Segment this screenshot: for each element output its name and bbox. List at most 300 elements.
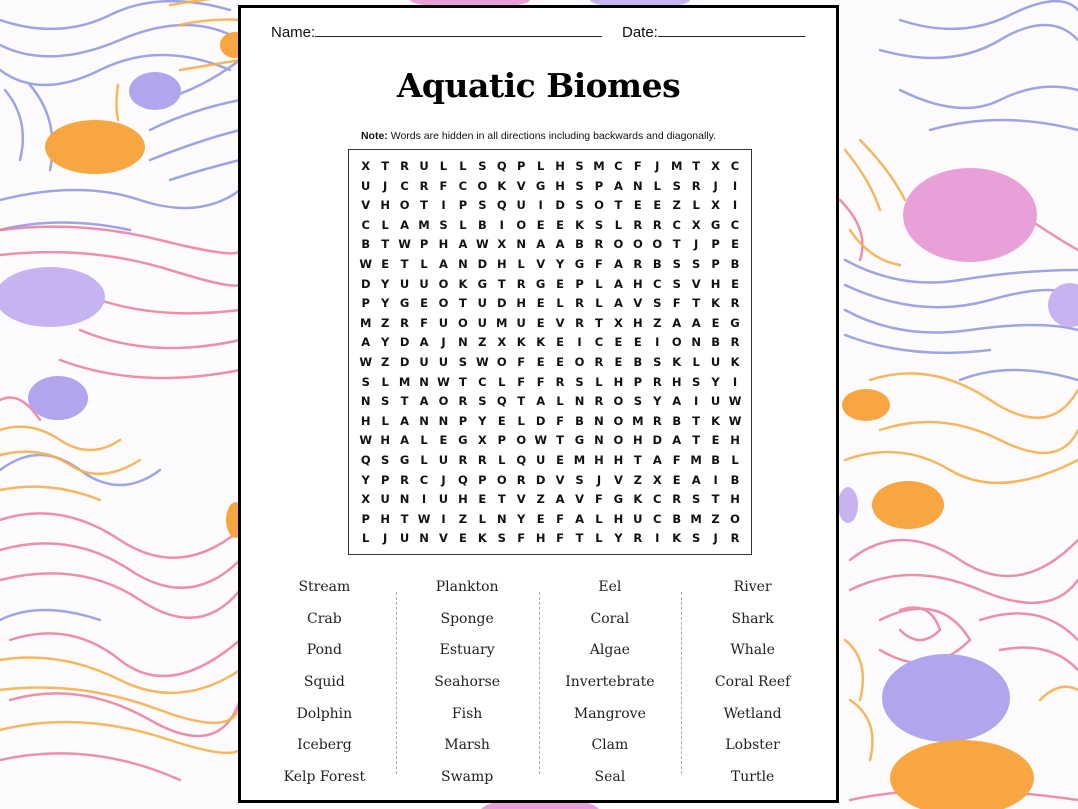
- grid-cell[interactable]: L: [614, 217, 623, 232]
- grid-cell[interactable]: Y: [478, 413, 487, 428]
- grid-cell[interactable]: K: [477, 531, 487, 546]
- grid-cell[interactable]: C: [672, 217, 681, 232]
- grid-cell[interactable]: V: [575, 492, 584, 507]
- word-search-grid[interactable]: [356, 157, 745, 549]
- grid-cell[interactable]: Z: [536, 492, 545, 507]
- grid-cell[interactable]: V: [516, 492, 526, 507]
- grid-cell[interactable]: E: [556, 452, 565, 467]
- grid-cell[interactable]: L: [498, 452, 506, 467]
- grid-cell[interactable]: W: [398, 237, 411, 252]
- grid-cell[interactable]: R: [672, 492, 682, 507]
- grid-cell[interactable]: E: [614, 354, 623, 369]
- grid-cell[interactable]: L: [459, 159, 467, 173]
- grid-cell[interactable]: A: [672, 394, 682, 409]
- grid-cell[interactable]: A: [555, 237, 565, 252]
- grid-cell[interactable]: V: [555, 472, 565, 487]
- grid-cell[interactable]: A: [613, 276, 623, 291]
- grid-cell[interactable]: T: [692, 296, 701, 311]
- grid-cell[interactable]: O: [652, 237, 663, 252]
- grid-cell[interactable]: F: [420, 315, 428, 330]
- grid-cell[interactable]: F: [439, 178, 448, 193]
- grid-cell[interactable]: Z: [458, 511, 468, 526]
- grid-cell[interactable]: R: [730, 296, 740, 311]
- grid-cell[interactable]: H: [555, 159, 565, 173]
- grid-cell[interactable]: E: [633, 198, 642, 213]
- grid-cell[interactable]: R: [458, 394, 468, 409]
- grid-cell[interactable]: D: [477, 256, 488, 271]
- grid-cell[interactable]: H: [613, 452, 624, 467]
- grid-cell[interactable]: E: [458, 531, 467, 546]
- grid-cell[interactable]: T: [400, 394, 409, 409]
- grid-cell[interactable]: B: [730, 256, 740, 271]
- grid-cell[interactable]: P: [497, 433, 506, 448]
- grid-cell[interactable]: G: [458, 433, 468, 448]
- grid-cell[interactable]: X: [361, 159, 371, 173]
- grid-cell[interactable]: L: [517, 413, 525, 428]
- grid-cell[interactable]: A: [419, 394, 429, 409]
- grid-cell[interactable]: Y: [711, 374, 720, 389]
- grid-cell[interactable]: I: [538, 198, 543, 213]
- grid-cell[interactable]: A: [536, 237, 546, 252]
- grid-cell[interactable]: M: [632, 413, 644, 428]
- grid-cell[interactable]: H: [380, 198, 390, 213]
- grid-cell[interactable]: S: [672, 178, 681, 193]
- grid-cell[interactable]: L: [381, 217, 389, 232]
- grid-cell[interactable]: T: [458, 296, 467, 311]
- grid-cell[interactable]: G: [535, 276, 546, 291]
- grid-cell[interactable]: X: [613, 315, 623, 330]
- date-field[interactable]: [622, 22, 805, 41]
- grid-cell[interactable]: R: [652, 217, 662, 232]
- grid-cell[interactable]: T: [692, 433, 701, 448]
- grid-cell[interactable]: H: [710, 276, 721, 291]
- grid-cell[interactable]: O: [613, 394, 624, 409]
- grid-cell[interactable]: U: [710, 354, 721, 369]
- grid-cell[interactable]: A: [652, 452, 662, 467]
- grid-cell[interactable]: X: [691, 217, 701, 232]
- grid-cell[interactable]: T: [497, 276, 506, 291]
- grid-cell[interactable]: B: [711, 335, 720, 350]
- grid-cell[interactable]: S: [594, 217, 604, 232]
- grid-cell[interactable]: K: [633, 492, 643, 507]
- grid-cell[interactable]: L: [595, 511, 603, 526]
- grid-cell[interactable]: H: [458, 492, 468, 507]
- grid-cell[interactable]: C: [458, 178, 468, 193]
- grid-cell[interactable]: L: [381, 374, 389, 389]
- grid-cell[interactable]: P: [711, 237, 720, 252]
- grid-cell[interactable]: X: [711, 159, 721, 173]
- grid-cell[interactable]: R: [400, 159, 410, 173]
- grid-cell[interactable]: F: [556, 511, 565, 526]
- grid-cell[interactable]: C: [361, 217, 370, 232]
- grid-cell[interactable]: O: [438, 276, 449, 291]
- grid-cell[interactable]: E: [536, 296, 545, 311]
- grid-cell[interactable]: A: [458, 237, 468, 252]
- grid-cell[interactable]: A: [691, 472, 701, 487]
- grid-cell[interactable]: U: [438, 315, 449, 330]
- grid-cell[interactable]: H: [438, 237, 449, 252]
- grid-cell[interactable]: V: [691, 276, 701, 291]
- grid-cell[interactable]: M: [670, 159, 683, 173]
- grid-cell[interactable]: E: [614, 335, 623, 350]
- grid-cell[interactable]: R: [633, 531, 643, 546]
- grid-cell[interactable]: D: [399, 354, 410, 369]
- grid-cell[interactable]: R: [575, 296, 584, 311]
- grid-cell[interactable]: F: [556, 413, 565, 428]
- grid-cell[interactable]: B: [575, 237, 584, 252]
- grid-cell[interactable]: R: [594, 354, 604, 369]
- grid-cell[interactable]: N: [496, 511, 507, 526]
- grid-cell[interactable]: T: [400, 256, 409, 271]
- grid-cell[interactable]: S: [692, 374, 701, 389]
- grid-cell[interactable]: H: [633, 276, 643, 291]
- grid-cell[interactable]: U: [633, 511, 643, 526]
- grid-cell[interactable]: M: [418, 217, 430, 232]
- grid-cell[interactable]: P: [575, 276, 584, 291]
- grid-cell[interactable]: R: [594, 394, 604, 409]
- grid-cell[interactable]: U: [419, 354, 429, 369]
- grid-cell[interactable]: Y: [380, 296, 390, 311]
- grid-cell[interactable]: U: [399, 276, 410, 291]
- grid-cell[interactable]: U: [438, 492, 449, 507]
- grid-cell[interactable]: V: [613, 472, 623, 487]
- grid-cell[interactable]: F: [517, 531, 526, 546]
- grid-cell[interactable]: O: [516, 217, 527, 232]
- grid-cell[interactable]: H: [671, 374, 682, 389]
- grid-cell[interactable]: H: [380, 511, 390, 526]
- grid-cell[interactable]: S: [478, 198, 487, 213]
- grid-cell[interactable]: M: [690, 452, 702, 467]
- grid-cell[interactable]: A: [419, 335, 429, 350]
- grid-cell[interactable]: E: [556, 335, 565, 350]
- grid-cell[interactable]: R: [730, 531, 740, 546]
- grid-cell[interactable]: U: [477, 296, 488, 311]
- grid-cell[interactable]: O: [477, 178, 488, 193]
- grid-cell[interactable]: O: [613, 413, 624, 428]
- grid-cell[interactable]: L: [536, 159, 545, 173]
- grid-cell[interactable]: D: [535, 413, 546, 428]
- grid-cell[interactable]: B: [672, 413, 682, 428]
- grid-cell[interactable]: D: [497, 296, 507, 311]
- grid-cell[interactable]: G: [613, 492, 624, 507]
- grid-cell[interactable]: A: [613, 178, 623, 193]
- grid-cell[interactable]: K: [497, 178, 507, 193]
- grid-cell[interactable]: R: [691, 178, 701, 193]
- grid-cell[interactable]: O: [516, 433, 527, 448]
- grid-cell[interactable]: R: [652, 413, 662, 428]
- grid-cell[interactable]: S: [439, 217, 448, 232]
- grid-cell[interactable]: I: [441, 198, 446, 213]
- grid-cell[interactable]: B: [652, 256, 662, 271]
- grid-cell[interactable]: M: [690, 511, 702, 526]
- grid-cell[interactable]: G: [399, 452, 410, 467]
- grid-cell[interactable]: P: [361, 511, 370, 526]
- grid-cell[interactable]: H: [516, 296, 527, 311]
- grid-cell[interactable]: E: [633, 335, 642, 350]
- grid-cell[interactable]: S: [575, 472, 584, 487]
- grid-cell[interactable]: H: [613, 374, 624, 389]
- grid-cell[interactable]: I: [694, 394, 699, 409]
- grid-cell[interactable]: E: [536, 217, 545, 232]
- grid-cell[interactable]: B: [711, 452, 720, 467]
- grid-cell[interactable]: U: [419, 159, 429, 173]
- grid-cell[interactable]: E: [711, 433, 720, 448]
- grid-cell[interactable]: L: [517, 256, 525, 271]
- grid-cell[interactable]: I: [577, 335, 582, 350]
- grid-cell[interactable]: O: [458, 315, 468, 330]
- grid-cell[interactable]: C: [594, 335, 604, 350]
- grid-cell[interactable]: A: [400, 433, 410, 448]
- grid-cell[interactable]: L: [439, 159, 448, 173]
- grid-cell[interactable]: E: [536, 315, 545, 330]
- grid-cell[interactable]: H: [594, 452, 604, 467]
- grid-cell[interactable]: L: [381, 413, 389, 428]
- grid-cell[interactable]: A: [555, 492, 565, 507]
- grid-cell[interactable]: L: [362, 531, 370, 546]
- grid-cell[interactable]: A: [439, 256, 448, 271]
- date-blank[interactable]: [658, 22, 805, 37]
- grid-cell[interactable]: P: [458, 413, 468, 428]
- grid-cell[interactable]: O: [496, 472, 507, 487]
- grid-cell[interactable]: S: [575, 374, 584, 389]
- grid-cell[interactable]: Y: [653, 394, 662, 409]
- grid-cell[interactable]: E: [711, 315, 720, 330]
- grid-cell[interactable]: T: [633, 452, 642, 467]
- grid-cell[interactable]: O: [399, 198, 410, 213]
- grid-cell[interactable]: M: [496, 315, 508, 330]
- grid-cell[interactable]: J: [383, 178, 388, 193]
- grid-cell[interactable]: T: [711, 492, 720, 507]
- grid-cell[interactable]: S: [381, 394, 390, 409]
- grid-cell[interactable]: S: [361, 374, 370, 389]
- grid-cell[interactable]: I: [499, 217, 504, 232]
- grid-cell[interactable]: X: [711, 198, 721, 213]
- grid-cell[interactable]: J: [441, 472, 446, 487]
- grid-cell[interactable]: T: [420, 198, 428, 213]
- grid-cell[interactable]: H: [360, 413, 371, 428]
- grid-cell[interactable]: L: [595, 374, 603, 389]
- grid-cell[interactable]: S: [478, 394, 487, 409]
- grid-cell[interactable]: C: [730, 159, 740, 173]
- grid-cell[interactable]: E: [381, 256, 390, 271]
- grid-cell[interactable]: D: [555, 198, 565, 213]
- grid-cell[interactable]: V: [555, 315, 565, 330]
- grid-cell[interactable]: K: [711, 413, 721, 428]
- grid-cell[interactable]: U: [438, 452, 449, 467]
- grid-cell[interactable]: L: [595, 296, 603, 311]
- grid-cell[interactable]: W: [437, 374, 450, 389]
- grid-cell[interactable]: Y: [380, 335, 390, 350]
- grid-cell[interactable]: B: [361, 237, 371, 252]
- grid-cell[interactable]: F: [517, 354, 526, 369]
- grid-cell[interactable]: O: [613, 237, 624, 252]
- grid-cell[interactable]: R: [516, 276, 526, 291]
- grid-cell[interactable]: R: [652, 374, 662, 389]
- grid-cell[interactable]: N: [458, 335, 468, 350]
- grid-cell[interactable]: Y: [361, 472, 370, 487]
- grid-cell[interactable]: L: [556, 296, 564, 311]
- grid-cell[interactable]: K: [516, 335, 526, 350]
- grid-cell[interactable]: J: [383, 531, 388, 546]
- grid-cell[interactable]: O: [730, 511, 740, 526]
- grid-cell[interactable]: P: [458, 198, 468, 213]
- grid-cell[interactable]: W: [728, 394, 742, 409]
- grid-cell[interactable]: O: [613, 433, 624, 448]
- grid-cell[interactable]: C: [419, 472, 429, 487]
- grid-cell[interactable]: V: [633, 296, 643, 311]
- grid-cell[interactable]: O: [438, 394, 449, 409]
- grid-cell[interactable]: A: [361, 335, 371, 350]
- grid-cell[interactable]: H: [730, 492, 740, 507]
- grid-cell[interactable]: G: [399, 296, 410, 311]
- grid-cell[interactable]: X: [497, 335, 507, 350]
- grid-cell[interactable]: E: [497, 413, 506, 428]
- grid-cell[interactable]: V: [536, 256, 546, 271]
- grid-cell[interactable]: E: [653, 198, 662, 213]
- grid-cell[interactable]: L: [420, 452, 428, 467]
- grid-cell[interactable]: L: [653, 178, 661, 193]
- grid-cell[interactable]: R: [555, 374, 565, 389]
- grid-cell[interactable]: P: [380, 472, 390, 487]
- grid-cell[interactable]: T: [458, 374, 467, 389]
- grid-cell[interactable]: B: [575, 413, 584, 428]
- grid-cell[interactable]: F: [633, 159, 642, 173]
- grid-cell[interactable]: R: [477, 452, 487, 467]
- grid-cell[interactable]: Q: [360, 452, 371, 467]
- grid-cell[interactable]: S: [653, 354, 662, 369]
- grid-cell[interactable]: I: [655, 531, 660, 546]
- grid-cell[interactable]: P: [594, 178, 604, 193]
- grid-cell[interactable]: J: [655, 159, 660, 173]
- grid-cell[interactable]: X: [497, 237, 507, 252]
- grid-cell[interactable]: N: [399, 492, 410, 507]
- grid-cell[interactable]: E: [731, 237, 739, 252]
- grid-cell[interactable]: N: [360, 394, 371, 409]
- grid-cell[interactable]: K: [730, 354, 740, 369]
- grid-cell[interactable]: T: [595, 315, 603, 330]
- grid-cell[interactable]: X: [361, 492, 371, 507]
- grid-cell[interactable]: H: [633, 433, 643, 448]
- grid-cell[interactable]: M: [593, 159, 605, 173]
- grid-cell[interactable]: U: [710, 394, 721, 409]
- grid-cell[interactable]: G: [710, 217, 721, 232]
- grid-cell[interactable]: K: [672, 354, 682, 369]
- grid-cell[interactable]: O: [438, 296, 449, 311]
- grid-cell[interactable]: G: [477, 276, 488, 291]
- grid-cell[interactable]: P: [361, 296, 370, 311]
- grid-cell[interactable]: P: [517, 159, 526, 173]
- grid-cell[interactable]: E: [731, 276, 739, 291]
- grid-cell[interactable]: B: [672, 511, 682, 526]
- grid-cell[interactable]: S: [692, 531, 701, 546]
- grid-cell[interactable]: I: [732, 178, 738, 193]
- grid-cell[interactable]: E: [536, 511, 545, 526]
- grid-cell[interactable]: F: [672, 452, 681, 467]
- grid-cell[interactable]: S: [458, 354, 468, 369]
- grid-cell[interactable]: C: [730, 217, 740, 232]
- grid-cell[interactable]: A: [613, 256, 623, 271]
- grid-cell[interactable]: Z: [380, 354, 390, 369]
- grid-cell[interactable]: P: [419, 237, 429, 252]
- grid-cell[interactable]: Q: [458, 472, 468, 487]
- name-field[interactable]: [271, 22, 602, 41]
- grid-cell[interactable]: T: [672, 237, 681, 252]
- grid-cell[interactable]: J: [441, 335, 446, 350]
- grid-cell[interactable]: L: [731, 452, 739, 467]
- grid-cell[interactable]: R: [516, 472, 526, 487]
- grid-cell[interactable]: R: [400, 315, 410, 330]
- grid-cell[interactable]: L: [478, 511, 486, 526]
- grid-cell[interactable]: L: [498, 374, 506, 389]
- grid-cell[interactable]: Z: [672, 198, 681, 213]
- grid-cell[interactable]: Z: [380, 315, 390, 330]
- grid-cell[interactable]: N: [458, 256, 468, 271]
- grid-cell[interactable]: F: [556, 531, 565, 546]
- grid-cell[interactable]: I: [421, 492, 427, 507]
- grid-cell[interactable]: S: [381, 452, 390, 467]
- grid-cell[interactable]: S: [653, 296, 662, 311]
- grid-cell[interactable]: H: [613, 511, 624, 526]
- grid-cell[interactable]: A: [672, 433, 682, 448]
- grid-cell[interactable]: O: [671, 335, 682, 350]
- grid-cell[interactable]: Y: [380, 276, 390, 291]
- grid-cell[interactable]: N: [438, 413, 449, 428]
- grid-cell[interactable]: F: [595, 492, 603, 507]
- grid-cell[interactable]: N: [633, 178, 643, 193]
- grid-cell[interactable]: L: [420, 256, 428, 271]
- grid-cell[interactable]: R: [400, 472, 410, 487]
- grid-cell[interactable]: N: [574, 394, 585, 409]
- grid-cell[interactable]: N: [419, 374, 429, 389]
- grid-cell[interactable]: A: [400, 217, 410, 232]
- grid-cell[interactable]: X: [652, 472, 662, 487]
- grid-cell[interactable]: E: [439, 433, 448, 448]
- grid-cell[interactable]: R: [458, 452, 468, 467]
- grid-cell[interactable]: C: [653, 511, 662, 526]
- grid-cell[interactable]: Z: [478, 335, 487, 350]
- name-blank[interactable]: [315, 22, 602, 37]
- grid-cell[interactable]: N: [594, 433, 604, 448]
- grid-cell[interactable]: Q: [496, 198, 507, 213]
- grid-cell[interactable]: N: [691, 335, 701, 350]
- grid-cell[interactable]: I: [732, 374, 738, 389]
- grid-cell[interactable]: B: [633, 354, 643, 369]
- grid-cell[interactable]: Z: [653, 315, 662, 330]
- grid-cell[interactable]: R: [575, 315, 584, 330]
- grid-cell[interactable]: C: [614, 159, 623, 173]
- grid-cell[interactable]: L: [692, 354, 700, 369]
- grid-cell[interactable]: C: [478, 374, 487, 389]
- grid-cell[interactable]: V: [361, 198, 371, 213]
- grid-cell[interactable]: T: [575, 531, 584, 546]
- grid-cell[interactable]: S: [478, 159, 487, 173]
- grid-cell[interactable]: N: [419, 531, 429, 546]
- grid-cell[interactable]: T: [381, 159, 390, 173]
- grid-cell[interactable]: Z: [711, 511, 720, 526]
- grid-cell[interactable]: V: [516, 178, 526, 193]
- grid-cell[interactable]: T: [614, 198, 623, 213]
- grid-cell[interactable]: I: [713, 472, 718, 487]
- grid-cell[interactable]: E: [556, 354, 565, 369]
- grid-cell[interactable]: H: [496, 256, 507, 271]
- grid-cell[interactable]: N: [516, 237, 527, 252]
- grid-cell[interactable]: A: [613, 296, 623, 311]
- grid-cell[interactable]: W: [417, 511, 431, 526]
- grid-cell[interactable]: Y: [614, 531, 623, 546]
- grid-cell[interactable]: J: [596, 472, 602, 487]
- grid-cell[interactable]: F: [672, 296, 681, 311]
- grid-cell[interactable]: F: [595, 256, 603, 271]
